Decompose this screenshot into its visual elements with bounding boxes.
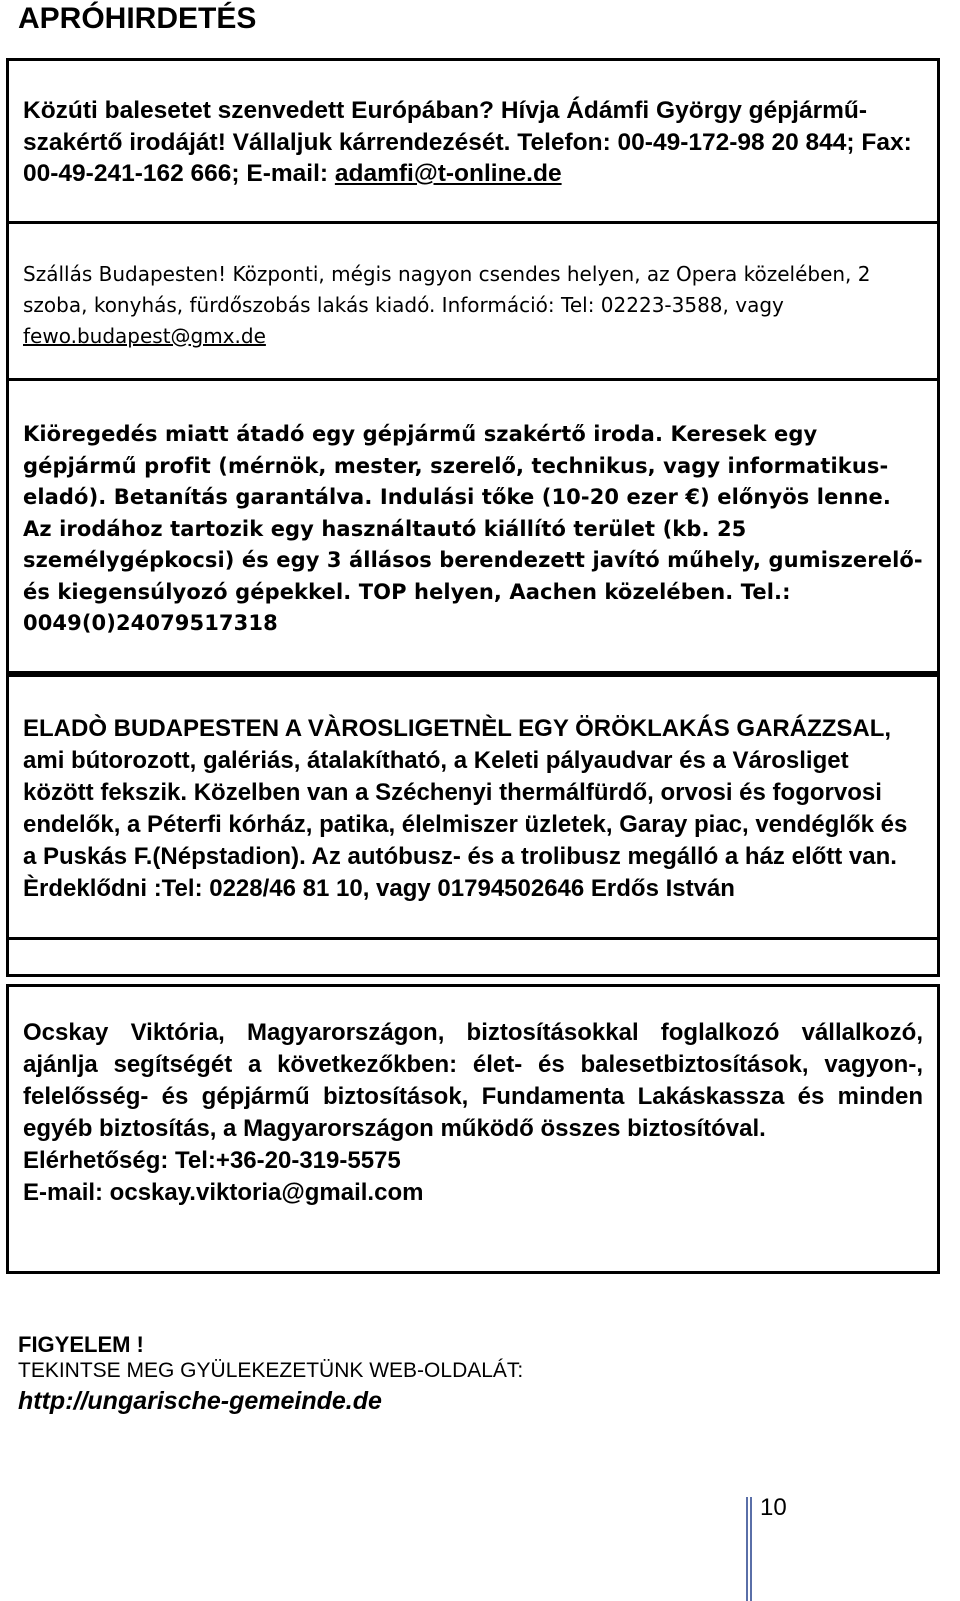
ad-body: Közúti balesetet szenvedett Európában? Hívja Ádámfi György gépjármű-szakértő irodáját! Vállaljuk kárrendezését. Telefon: 00-49-172-98 20 844; Fax: 00-49-241-162 666; E-mail: bbox=[23, 97, 912, 187]
ad-text bbox=[23, 95, 923, 190]
ad-text: Kiöregedés miatt átadó egy gépjármű szakértő iroda. Keresek egy gépjármű profit (mérnök, mester, szerelő, technikus, vagy informatikus- eladó). Betanítás garantálva. Indulási tőke (10-20 ezer €) előnyös lenne. Az irodához tartozik egy használtautó kiállító terület (kb. 25 személygépkocsi) és egy 3 állásos berendezett javító műhely, gumiszerelő- és kiegensúlyozó gépekkel. TOP helyen, Aachen közelében. Tel.: 0049(0)24079517318 bbox=[23, 422, 923, 635]
ad-box-empty bbox=[6, 937, 940, 977]
email-link[interactable]: fewo.budapest@gmx.de bbox=[23, 324, 266, 348]
footer-heading: FIGYELEM ! bbox=[18, 1332, 144, 1357]
website-link[interactable]: http://ungarische-gemeinde.de bbox=[18, 1387, 382, 1415]
ad-text: ELADÒ BUDAPESTEN A VÀROSLIGETNÈL EGY ÖRÖKLAKÁS GARÁZZSAL, ami bútorozott, galériás, átalakítható, a Keleti pályaudvar és a Városliget között fekszik. Közelben van a Széchenyi thermálfürdő, orvosi és fogorvosi endelők, a Péterfi kórház, patika, élelmiszer üzletek, Garay piac, vendéglők és a Puskás F.(Népstadion). Az autóbusz- és a trolibusz megálló a ház előtt van. Èrdeklődni :Tel: 0228/46 81 10, vagy 01794502646 Erdős István bbox=[23, 715, 908, 902]
ad-email[interactable]: E-mail: ocskay.viktoria@gmail.com bbox=[23, 1179, 424, 1206]
ad-box-office-handover bbox=[6, 378, 940, 674]
ad-box-insurance bbox=[6, 984, 940, 1274]
page-title: APRÓHIRDETÉS bbox=[18, 2, 257, 35]
ad-text: Ocskay Viktória, Magyarországon, biztosításokkal foglalkozó vállalkozó, ajánlja segítségét a következőkben: élet- és balesetbiztosítások, vagyon-, felelősség- és gépjármű biztosítások, Fundamenta Lakáskassza és minden egyéb biztosítás, a Magyarországon működő összes biztosítóval. bbox=[23, 1019, 923, 1142]
page-number-bar bbox=[746, 1497, 752, 1601]
ad-contact: Elérhetőség: Tel:+36-20-319-5575 bbox=[23, 1147, 401, 1174]
page-number: 10 bbox=[760, 1494, 787, 1521]
ad-text bbox=[23, 259, 923, 352]
ad-box-budapest-lodging bbox=[6, 221, 940, 381]
footer-text: TEKINTSE MEG GYÜLEKEZETÜNK WEB-OLDALÁT: bbox=[18, 1359, 524, 1382]
footer-note bbox=[18, 1332, 523, 1418]
ad-box-apartment-sale bbox=[6, 674, 940, 940]
ad-body: Szállás Budapesten! Központi, mégis nagyon csendes helyen, az Opera közelében, 2 szoba, konyhás, fürdőszobás lakás kiadó. Információ: Tel: 02223-3588, vagy bbox=[23, 262, 871, 317]
ad-box-accident-expert bbox=[6, 58, 940, 224]
email-link[interactable]: adamfi@t-online.de bbox=[334, 160, 562, 187]
